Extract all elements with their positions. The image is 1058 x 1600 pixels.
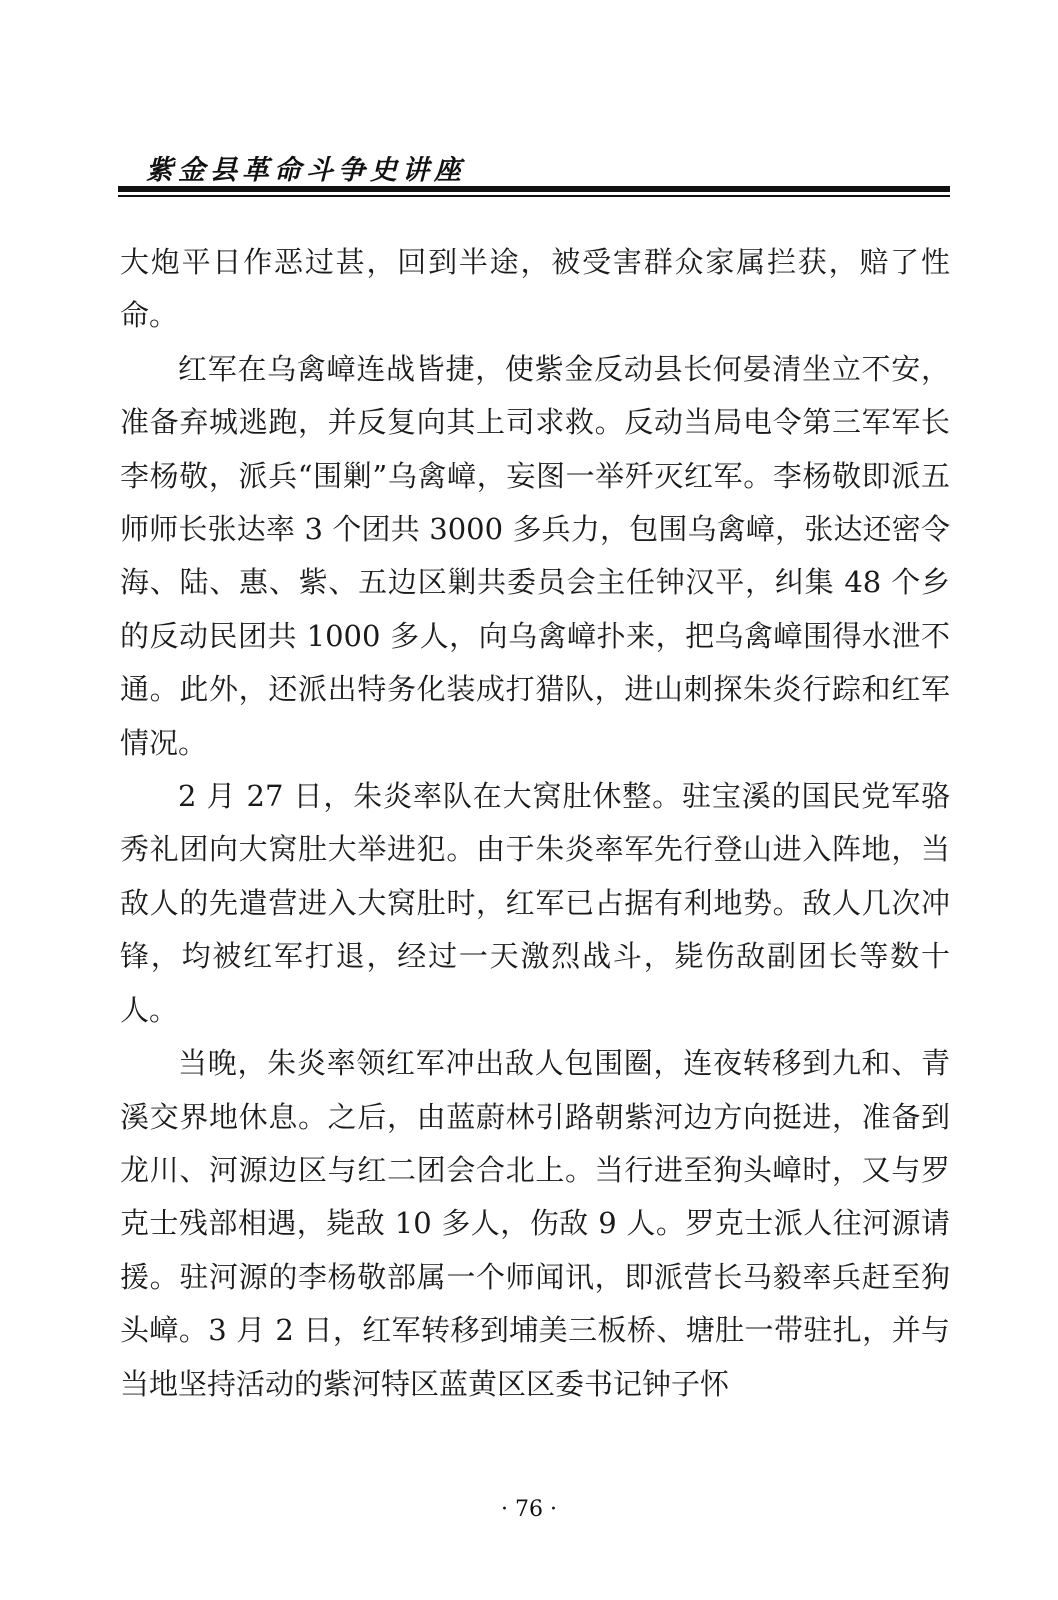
paragraph: 红军在乌禽嶂连战皆捷，使紫金反动县长何晏清坐立不安，准备弃城逃跑，并反复向其上司求救。反动当局电令第三军军长李杨敬，派兵“围剿”乌禽嶂，妄图一举歼灭红军。李杨敬即派五师师长张达率 3 个团共 3000 多兵力，包围乌禽嶂，张达还密令海、陆、惠、紫、五边区剿共委员会主任钟汉平，纠集 48 个乡的反动民团共 1000 多人，向乌禽嶂扑来，把乌禽嶂围得水泄不通。此外，还派出特务化装成打猎队，进山刺探朱炎行踪和红军情况。	[120, 351, 950, 760]
paragraph-continued: 大炮平日作恶过甚，回到半途，被受害群众家属拦获，赔了性命。	[120, 245, 950, 333]
header-rule-thick	[118, 186, 950, 192]
paragraph: 当晚，朱炎率领红军冲出敌人包围圈，连夜转移到九和、青溪交界地休息。之后，由蓝蔚林引路朝紫河边方向挺进，准备到龙川、河源边区与红二团会合北上。当行进至狗头嶂时，又与罗克士残部相遇，毙敌 10 多人，伤敌 9 人。罗克士派人往河源请援。驻河源的李杨敬部属一个师闻讯，即派营长马毅率兵赶至狗头嶂。3 月 2 日，红军转移到埔美三板桥、塘肚一带驻扎，并与当地坚持活动的紫河特区蓝黄区区委书记钟子怀	[120, 1046, 950, 1401]
running-header-title: 紫金县革命斗争史讲座	[146, 155, 466, 186]
header-rule-thin	[118, 195, 950, 197]
page-number: · 76 ·	[501, 1497, 557, 1522]
body-text	[120, 236, 950, 1411]
paragraph: 2 月 27 日，朱炎率队在大窝肚休整。驻宝溪的国民党军骆秀礼团向大窝肚大举进犯。由于朱炎率军先行登山进入阵地，当敌人的先遣营进入大窝肚时，红军已占据有利地势。敌人几次冲锋，均被红军打退，经过一天激烈战斗，毙伤敌副团长等数十人。	[120, 779, 950, 1027]
